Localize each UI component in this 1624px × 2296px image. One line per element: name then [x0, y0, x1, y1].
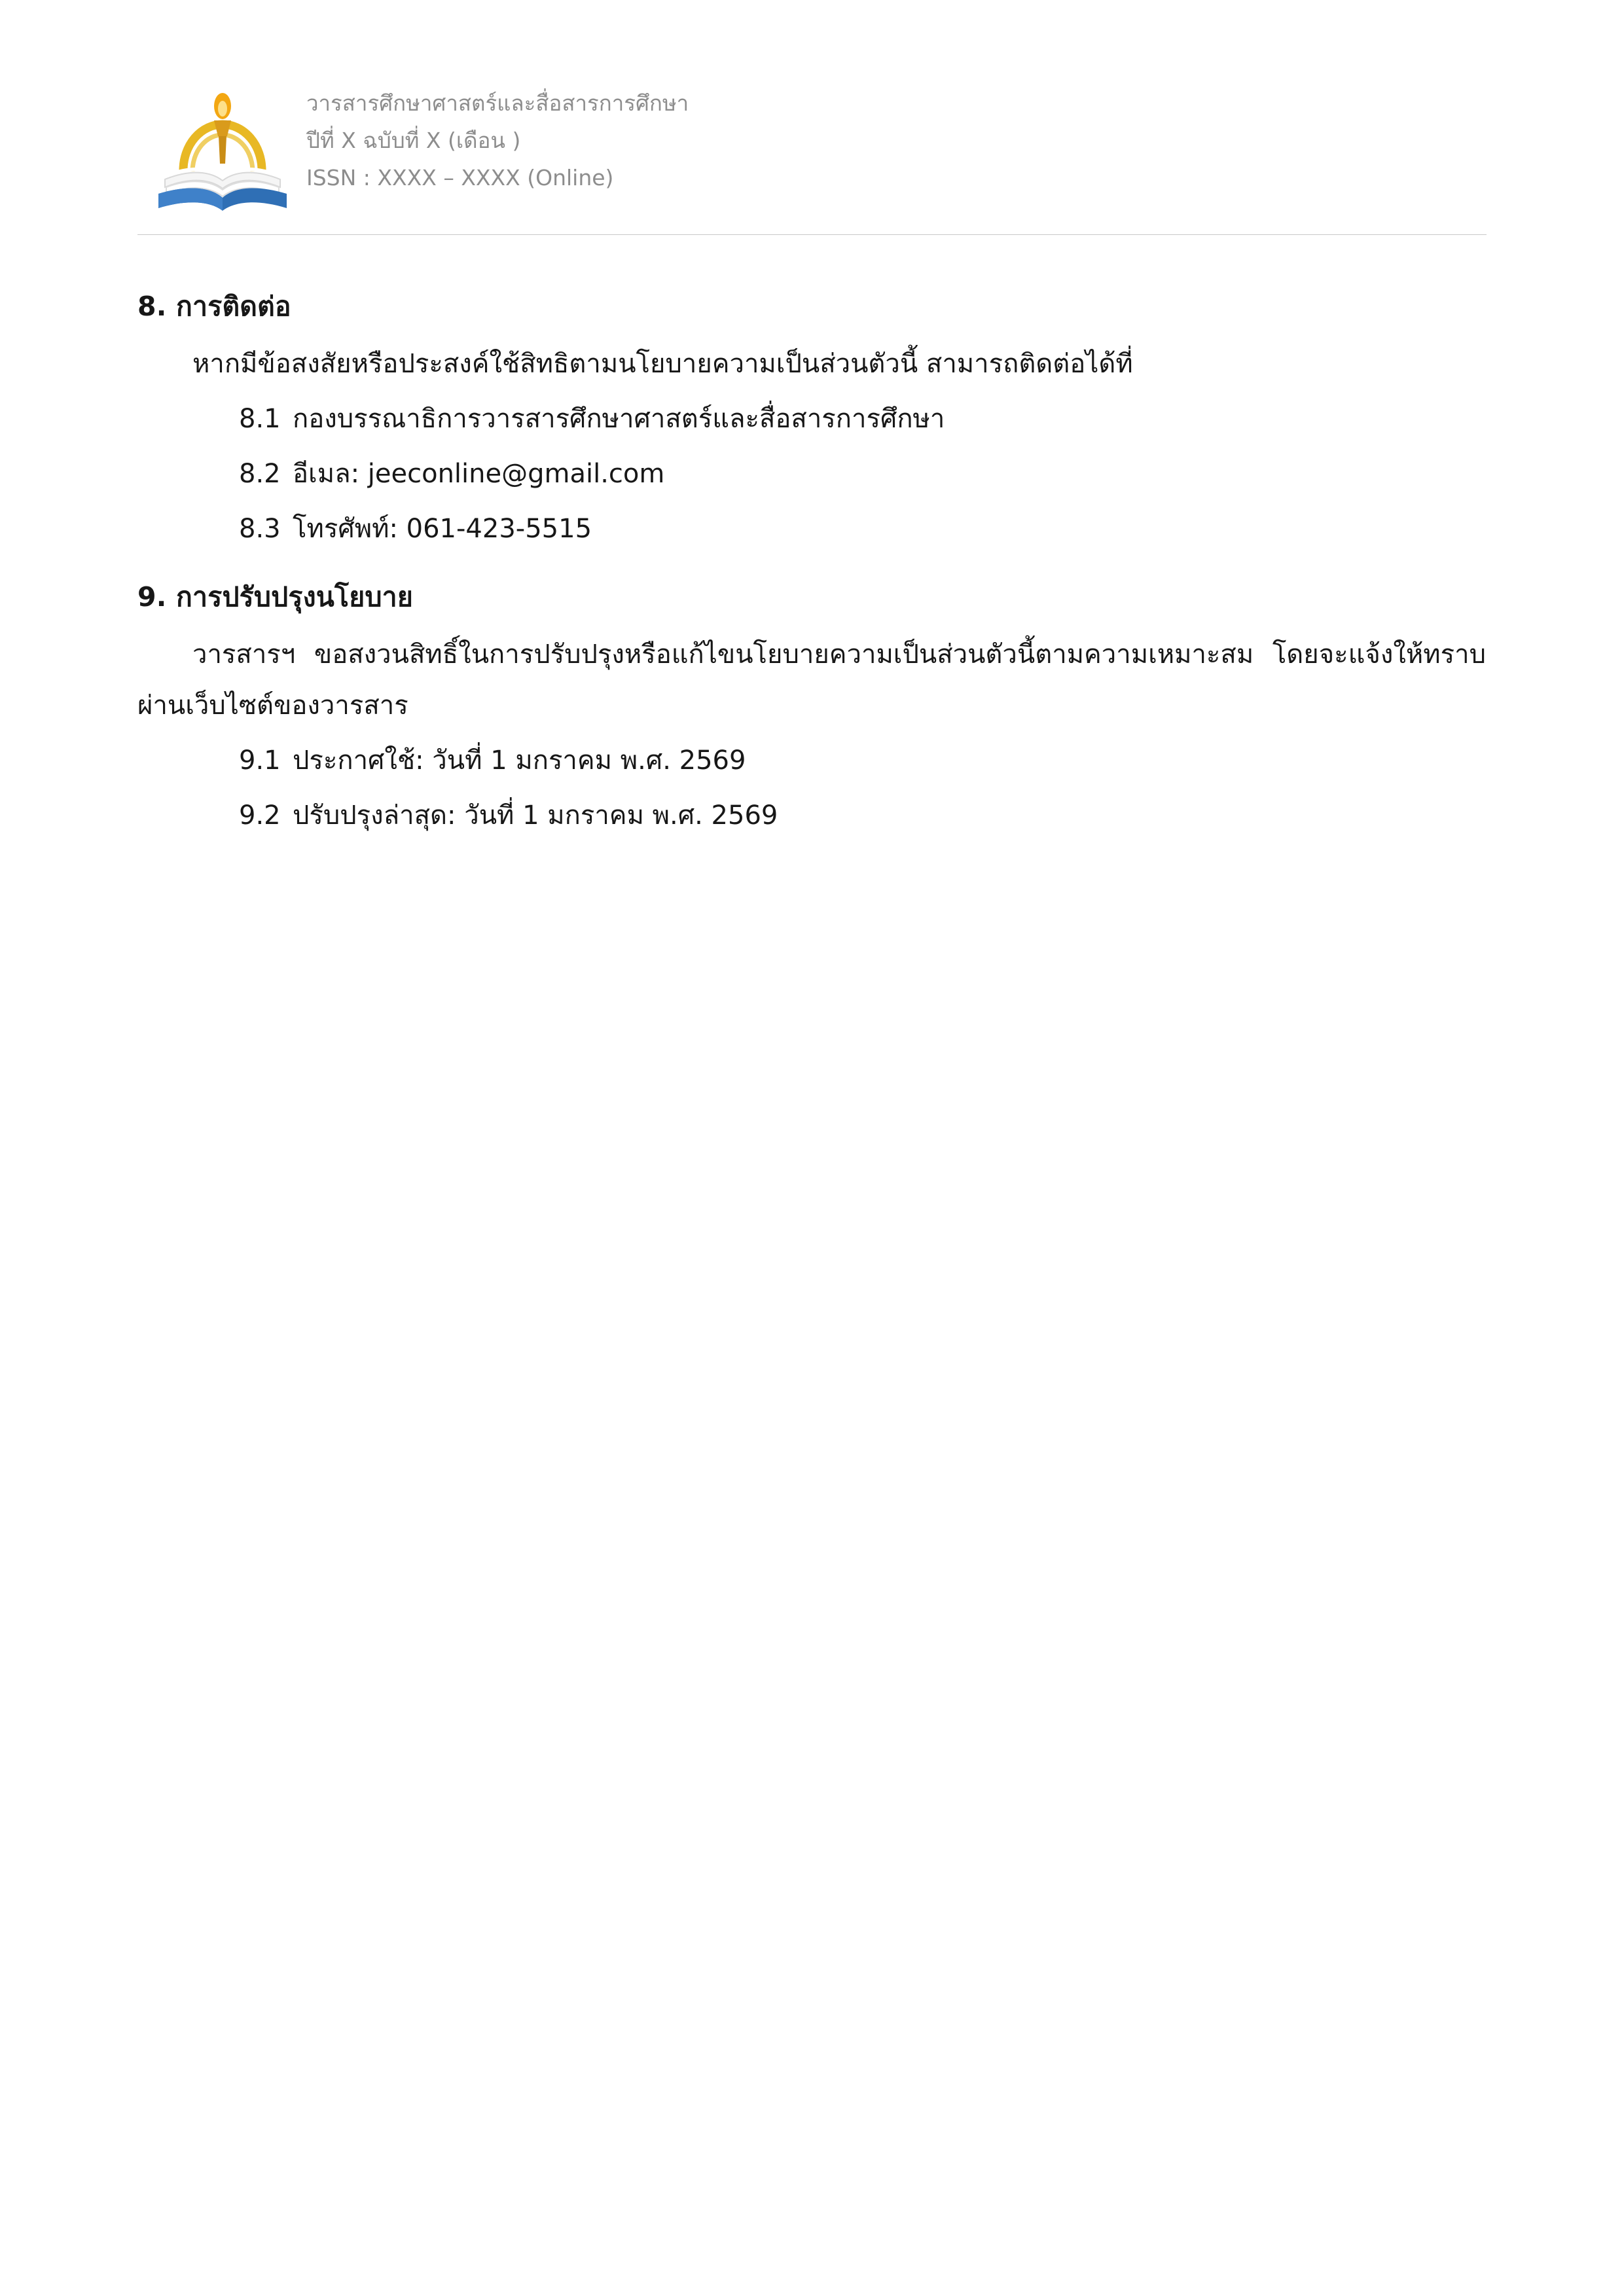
section-policy-update: [137, 571, 1493, 841]
section-heading-9: 9. การปรับปรุงนโยบาย: [137, 581, 414, 613]
item-number: 9.2: [239, 800, 281, 831]
journal-logo-icon: [151, 59, 295, 223]
section-8-paragraph: หากมีข้อสงสัยหรือประสงค์ใช้สิทธิตามนโยบายความเป็นส่วนตัวนี้ สามารถติดต่อได้ที่: [192, 348, 1133, 379]
document-content: [131, 235, 1493, 841]
section-9-paragraph: วารสารฯ ขอสงวนสิทธิ์ในการปรับปรุงหรือแก้ไขนโยบายความเป็นส่วนตัวนี้ตามความเหมาะสม โดยจะแจ้งให้ทราบผ่านเว็บไซต์ของวารสาร: [137, 639, 1486, 721]
item-number: 8.3: [239, 513, 281, 544]
item-text: ปรับปรุงล่าสุด: วันที่ 1 มกราคม พ.ศ. 2569: [293, 800, 778, 831]
item-text: ประกาศใช้: วันที่ 1 มกราคม พ.ศ. 2569: [293, 745, 746, 776]
page-header: [131, 0, 1493, 223]
journal-title: วารสารศึกษาศาสตร์และสื่อสารการศึกษา: [306, 90, 689, 116]
item-number: 8.2: [239, 458, 281, 489]
list-item: [137, 448, 1493, 499]
list-item: [137, 790, 1493, 841]
list-item: [137, 735, 1493, 786]
item-text: อีเมล: jeeconline@gmail.com: [293, 458, 665, 489]
item-text: โทรศัพท์: 061-423-5515: [293, 513, 592, 544]
section-contact: [137, 281, 1493, 554]
list-item: [137, 503, 1493, 554]
item-number: 8.1: [239, 403, 281, 434]
journal-header-text: [306, 59, 689, 196]
list-item: [137, 393, 1493, 444]
journal-issn: ISSN : XXXX – XXXX (Online): [306, 164, 614, 190]
item-text: กองบรรณาธิการวารสารศึกษาศาสตร์และสื่อสารการศึกษา: [293, 403, 945, 434]
journal-issue: ปีที่ X ฉบับที่ X (เดือน ): [306, 127, 521, 153]
item-number: 9.1: [239, 745, 281, 776]
section-heading-8: 8. การติดต่อ: [137, 291, 291, 322]
